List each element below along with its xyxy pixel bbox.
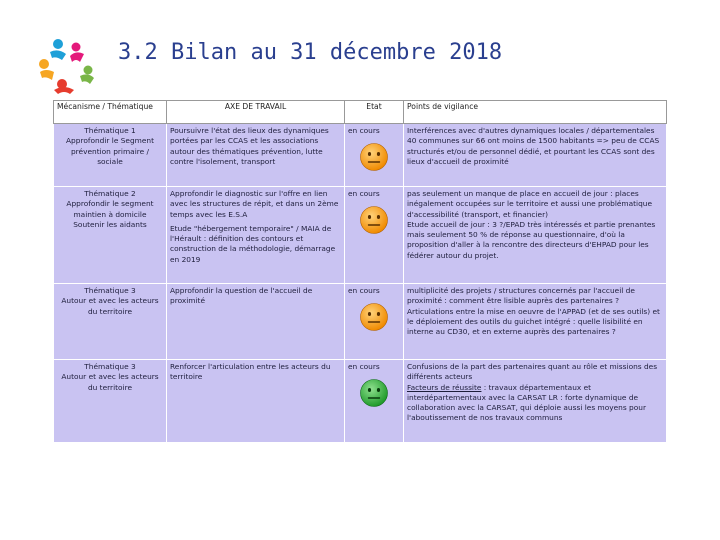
cell-vigilance: pas seulement un manque de place en accueil de jour : places inégalement occupées sur le territoire et aussi une problématique d'accessibilité (transport, et financier) Etude accueil de jour : 3 ?/EPAD très intéressés et partie prenantes mais seulement 50 % de réponse au questionnaire, d'où la proposition d'aller à la rencontre des directeurs d'EHPAD pour les fédérer autour du projet.: [404, 187, 667, 284]
green-neutral-smiley-icon: [359, 378, 389, 408]
cell-etat: [345, 187, 404, 284]
axe-text: Approfondir la question de l'accueil de proximité: [170, 286, 313, 306]
vigilance-label: Facteurs de réussite: [407, 382, 482, 392]
cell-thematique: Thématique 3 Autour et avec les acteurs du territoire: [54, 360, 167, 443]
axe-text: Etude "hébergement temporaire" / MAIA de l'Hérault : définition des contours et construction de la méthodologie, démarrage en 2019: [170, 223, 336, 264]
cell-thematique: Thématique 3 Autour et avec les acteurs du territoire: [54, 284, 167, 360]
header-vigilance: Points de vigilance: [404, 101, 667, 124]
cell-thematique: Thématique 2 Approfondir le segment maintien à domicile Soutenir les aidants: [54, 187, 167, 284]
cell-vigilance: [404, 360, 667, 443]
cell-etat: [345, 360, 404, 443]
cell-axe: [167, 284, 345, 360]
page-title: 3.2 Bilan au 31 décembre 2018: [118, 40, 503, 65]
table-row: [54, 284, 667, 360]
bilan-table: [53, 100, 667, 443]
table-row: [54, 360, 667, 443]
header-etat: Etat: [345, 101, 404, 124]
people-circle-logo-icon: [36, 38, 100, 94]
etat-text: en cours: [348, 286, 380, 295]
header-mecanisme: Mécanisme / Thématique: [54, 101, 167, 124]
axe-text: Renforcer l'articulation entre les acteurs du territoire: [170, 362, 331, 382]
cell-etat: [345, 284, 404, 360]
etat-text: en cours: [348, 362, 380, 371]
cell-axe: [167, 360, 345, 443]
header-axe: AXE DE TRAVAIL: [167, 101, 345, 124]
orange-neutral-smiley-icon: [359, 205, 389, 235]
cell-etat: [345, 124, 404, 187]
cell-axe: [167, 187, 345, 284]
orange-neutral-smiley-icon: [359, 142, 389, 172]
etat-text: en cours: [348, 189, 380, 198]
vigilance-rest: : travaux départementaux et interdépartementaux avec la CARSAT LR : forte dynamique de collaboration avec la CARSAT, qui déploie aussi les moyens pour l'aboutissement de nos travaux communs: [407, 382, 646, 423]
etat-text: en cours: [348, 126, 380, 135]
table-row: [54, 187, 667, 284]
table-row: [54, 124, 667, 187]
cell-axe: [167, 124, 345, 187]
cell-vigilance: multiplicité des projets / structures concernés par l'accueil de proximité : comment être lisible auprès des partenaires ? Articulations entre la mise en oeuvre de l'APPAD (et de ses outils) et le déploiement des outils du guichet intégré : quelle lisibilité en interne au CD30, et en externe auprès des partenaires ?: [404, 284, 667, 360]
cell-vigilance: Interférences avec d'autres dynamiques locales / départementales 40 communes sur 66 ont moins de 1500 habitants => peu de CCAS structurés et/ou de personnel dédié, et pourtant les CCAS sont des lieux d'accueil de proximité: [404, 124, 667, 187]
bilan-table-container: [53, 100, 666, 443]
cell-thematique: Thématique 1 Approfondir le Segment prévention primaire / sociale: [54, 124, 167, 187]
axe-text: Poursuivre l'état des lieux des dynamiques portées par les CCAS et les associations autour des thématiques prévention, lutte contre l'isolement, transport: [170, 126, 329, 166]
vigilance-intro: Confusions de la part des partenaires quant au rôle et missions des différents acteurs: [407, 362, 658, 382]
orange-neutral-smiley-icon: [359, 302, 389, 332]
table-header-row: [54, 101, 667, 124]
axe-text: Approfondir le diagnostic sur l'offre en lien avec les structures de répit, et dans un 2ème temps avec les E.S.A: [170, 189, 339, 219]
